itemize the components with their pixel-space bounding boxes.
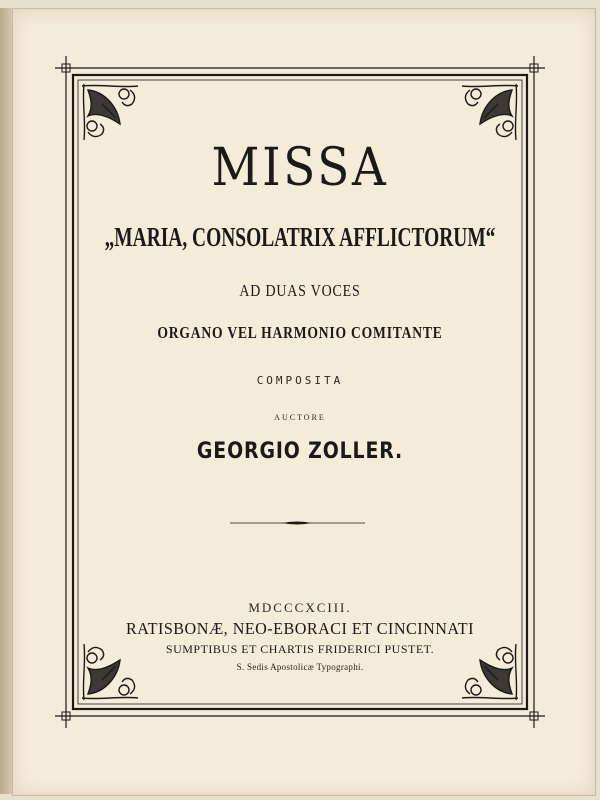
imprint-year: MDCCCXCIII.	[248, 600, 352, 615]
accompaniment-line: ORGANO VEL HARMONIO COMITANTE	[157, 323, 443, 342]
imprint-publisher: SUMPTIBUS ET CHARTIS FRIDERICI PUSTET.	[165, 642, 435, 656]
mass-subtitle: „MARIA, CONSOLATRIX AFFLICTORUM“	[104, 222, 496, 252]
auctore-line: AUCTORE	[274, 413, 326, 422]
voices-line: AD DUAS VOCES	[239, 281, 361, 300]
composer-name: GEORGIO ZOLLER.	[196, 439, 404, 464]
corner-ornament-top-right	[462, 84, 518, 140]
imprint-note: S. Sedis Apostolicæ Typographi.	[236, 662, 364, 672]
composita-line: COMPOSITA	[256, 374, 344, 387]
divider-ornament	[230, 520, 365, 526]
page-title: MISSA	[211, 138, 389, 198]
corner-ornament-top-left	[82, 84, 138, 140]
imprint-cities: RATISBONÆ, NEO-EBORACI ET CINCINNATI	[126, 619, 474, 638]
